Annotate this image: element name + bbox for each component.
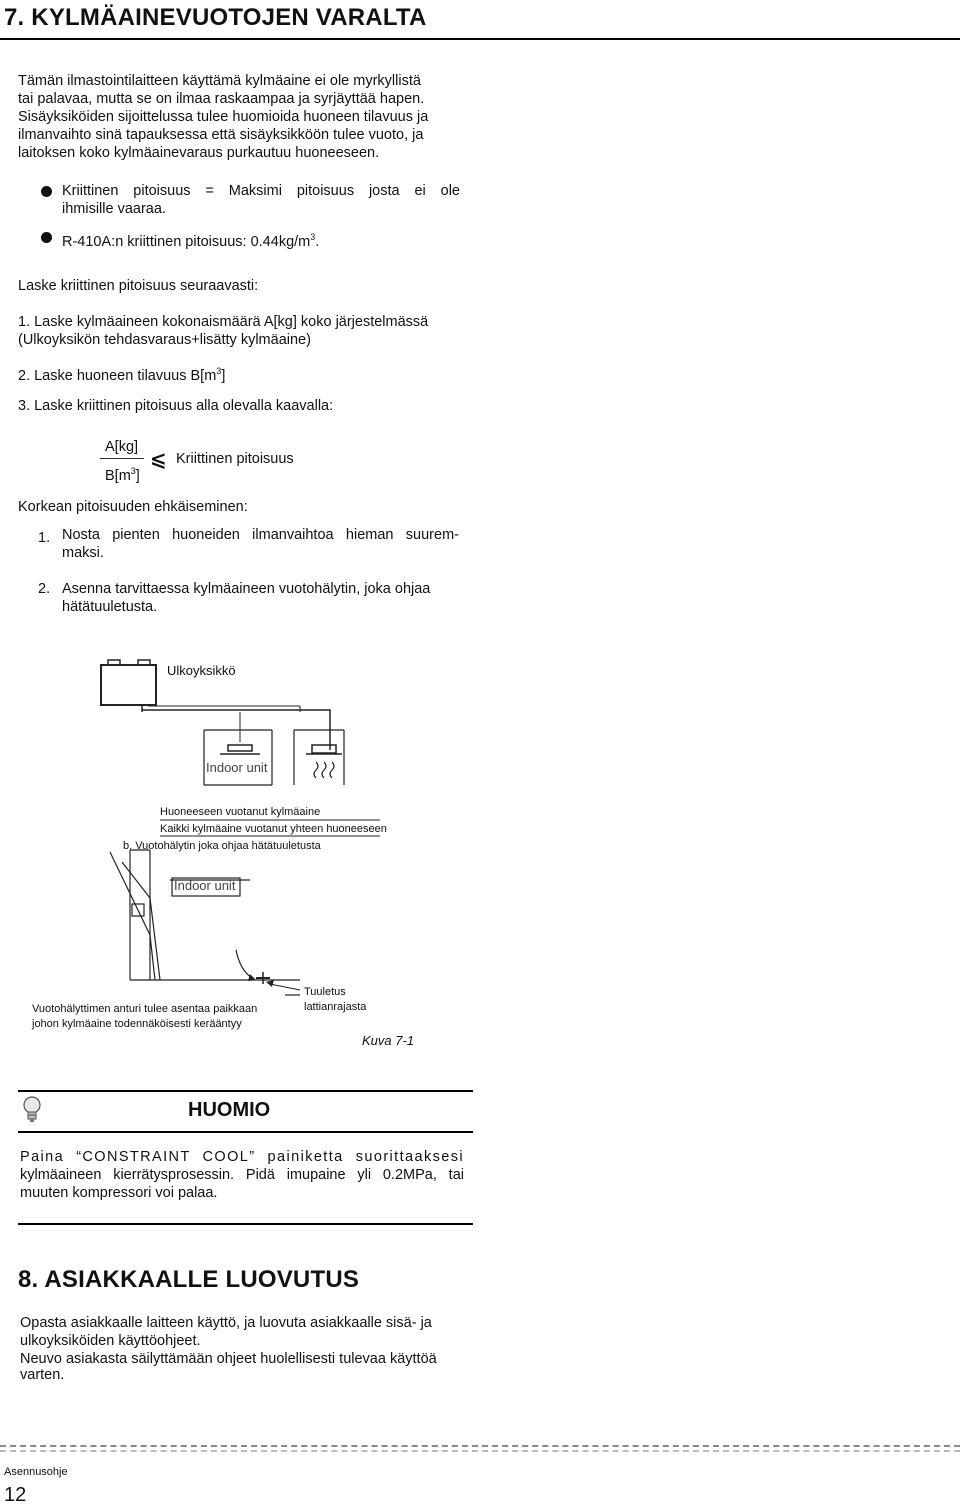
prev1-line2: maksi. xyxy=(62,545,104,561)
indoor-unit-a-label: Indoor unit xyxy=(206,760,268,775)
sensor-note-line2: johon kylmäaine todennäköisesti kerääntyy xyxy=(32,1018,242,1030)
formula-fraction-bar xyxy=(100,458,144,459)
step3-text: 3. Laske kriittinen pitoisuus alla olevalla kaavalla: xyxy=(18,398,334,414)
room-b-outline xyxy=(130,850,300,980)
prevention-heading: Korkean pitoisuuden ehkäiseminen: xyxy=(18,499,248,515)
indoor-unit-leak-icon xyxy=(312,745,336,753)
step1-line1: 1. Laske kylmäaineen kokonaismäärä A[kg] koko järjestelmässä xyxy=(18,314,429,330)
prev1-line1: Nosta pienten huoneiden ilmanvaihtoa hieman suurem- xyxy=(62,527,459,543)
indoor-unit-b-label: Indoor unit xyxy=(174,878,236,893)
prev1-number: 1. xyxy=(38,530,51,546)
figure-caption: Kuva 7-1 xyxy=(362,1033,415,1048)
section8-line2: ulkoyksiköiden käyttöohjeet. xyxy=(20,1333,201,1349)
lightbulb-icon xyxy=(22,1096,42,1124)
intro-line: Tämän ilmastointilaitteen käyttämä kylmäaine ei ole myrkyllistä xyxy=(18,73,421,89)
notice-top-rule xyxy=(18,1090,473,1092)
section7-title: 7. KYLMÄAINEVUOTOJEN VARALTA xyxy=(4,4,427,31)
calc-heading: Laske kriittinen pitoisuus seuraavasti: xyxy=(18,278,259,294)
step1-line2: (Ulkoyksikön tehdasvaraus+lisätty kylmäaine) xyxy=(18,332,311,348)
leak-waves-icon xyxy=(314,762,334,778)
bullet1-line1: Kriittinen pitoisuus = Maksimi pitoisuus josta ei ole xyxy=(62,183,460,199)
page-number: 12 xyxy=(4,1484,27,1506)
intro-line: ilmanvaihto sinä tapauksessa että sisäyksikköön tulee vuoto, ja xyxy=(18,127,424,143)
outdoor-unit-label: Ulkoyksikkö xyxy=(167,663,236,678)
section8-line4: varten. xyxy=(20,1367,65,1383)
notice-mid-rule xyxy=(18,1131,473,1133)
bullet-dot-icon xyxy=(41,232,52,243)
section8-title: 8. ASIAKKAALLE LUOVUTUS xyxy=(18,1266,360,1293)
bullet-dot-icon xyxy=(41,186,52,197)
formula-label: Kriittinen pitoisuus xyxy=(176,451,294,467)
indoor-unit-a-icon xyxy=(228,745,252,751)
notice-line2: kylmäaineen kierrätysprosessin. Pidä imupaine yli 0.2MPa, tai xyxy=(20,1167,464,1183)
formula-denominator: $B[m^3]$ xyxy=(105,466,140,484)
footer-rule-secondary xyxy=(0,1450,960,1452)
prev2-line2: hätätuuletusta. xyxy=(62,599,158,615)
notice-line1: Paina “CONSTRAINT COOL” painiketta suorittaaksesi xyxy=(20,1149,464,1165)
section8-line3: Neuvo asiakasta säilyttämään ohjeet huolellisesti tulevaa käyttöä xyxy=(20,1351,437,1367)
leak-label: Huoneeseen vuotanut kylmäaine xyxy=(160,806,321,818)
less-equal-sign: ⩽ xyxy=(150,449,167,471)
intro-paragraph xyxy=(18,72,463,162)
all-leak-label: Kaikki kylmäaine vuotanut yhteen huoneeseen xyxy=(160,823,387,835)
alarm-caption: b. Vuotohälytin joka ohjaa hätätuuletusta xyxy=(123,840,321,852)
sensor-note-line1: Vuotohälyttimen anturi tulee asentaa paikkaan xyxy=(32,1003,258,1015)
notice-bottom-rule xyxy=(18,1223,473,1225)
vent-note-line1: Tuuletus xyxy=(304,986,346,998)
prev2-number: 2. xyxy=(38,581,51,597)
bullet1-line2: ihmisille vaaraa. xyxy=(62,201,166,217)
intro-line: tai palavaa, mutta se on ilmaa raskaampaa ja syrjäyttää hapen. xyxy=(18,91,425,107)
title-rule xyxy=(0,38,960,40)
notice-line3: muuten kompressori voi palaa. xyxy=(20,1185,218,1201)
intro-line: laitoksen koko kylmäainevaraus purkautuu huoneeseen. xyxy=(18,145,380,161)
section8-line1: Opasta asiakkaalle laitteen käyttö, ja luovuta asiakkaalle sisä- ja xyxy=(20,1315,432,1331)
intro-line: Sisäyksiköiden sijoittelussa tulee huomioida huoneen tilavuus ja xyxy=(18,109,429,125)
outdoor-unit-icon xyxy=(101,660,156,712)
notice-title: HUOMIO xyxy=(188,1099,271,1121)
footer-rule xyxy=(0,1445,960,1447)
footer-label: Asennusohje xyxy=(4,1466,68,1478)
step2-text: 2. Laske huoneen tilavuus $B[m^3]$ xyxy=(18,366,226,384)
prev2-line1: Asenna tarvittaessa kylmäaineen vuotohälytin, joka ohjaa xyxy=(62,581,431,597)
formula-numerator: A[kg] xyxy=(105,439,139,455)
bullet2-text: R-410A:n kriittinen pitoisuus: $0.44kg/m^3$. xyxy=(62,232,320,250)
vent-note-line2: lattianrajasta xyxy=(304,1001,367,1013)
